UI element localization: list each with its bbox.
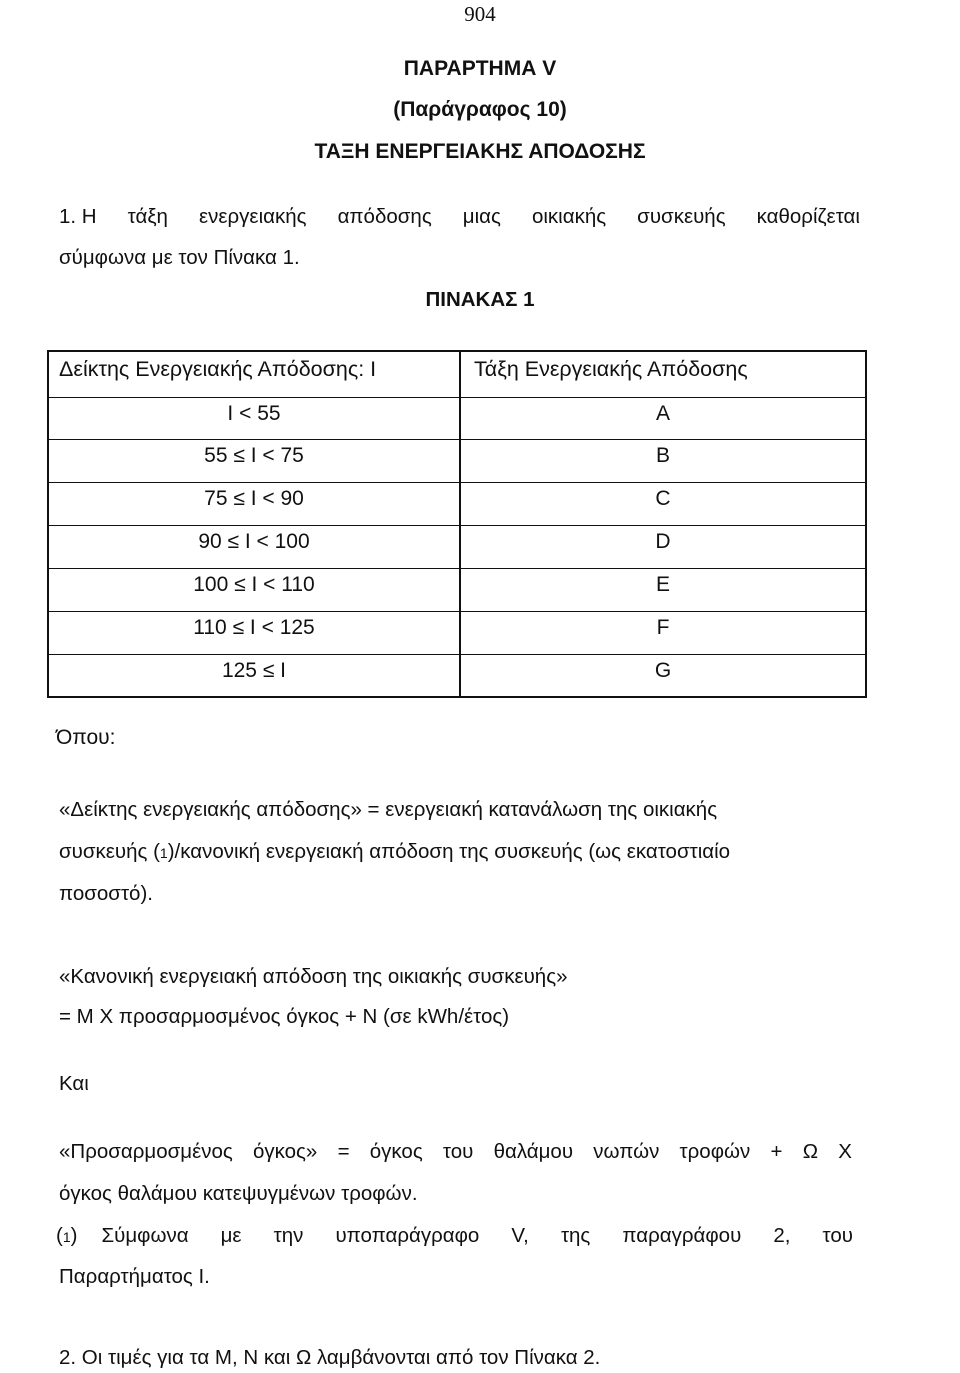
word: τάξη xyxy=(127,205,168,228)
header-energy-index: Δείκτης Ενεργειακής Απόδοσης: Ι xyxy=(59,357,377,381)
word: οικιακής xyxy=(531,205,607,228)
word: + xyxy=(770,1140,783,1163)
word: νωπών xyxy=(593,1140,660,1163)
word: όγκος xyxy=(369,1140,423,1163)
word: την xyxy=(273,1224,304,1247)
definition-line: ποσοστό). xyxy=(59,882,153,905)
paragraph-reference: (Παράγραφος 10) xyxy=(393,98,567,121)
word: καθορίζεται xyxy=(756,205,860,228)
word: συσκευής xyxy=(637,205,726,228)
index-range-cell: 90 ≤ Ι < 100 xyxy=(198,530,310,553)
index-range-cell: 75 ≤ Ι < 90 xyxy=(204,487,304,510)
word: με xyxy=(220,1224,242,1247)
row-divider xyxy=(49,611,865,612)
class-cell: D xyxy=(655,530,671,553)
definition-line: «Δείκτης ενεργειακής απόδοσης» = ενεργειακή κατανάλωση της οικιακής xyxy=(59,798,718,821)
index-range-cell: 55 ≤ Ι < 75 xyxy=(204,444,304,467)
word: θαλάμου xyxy=(493,1140,574,1163)
row-divider xyxy=(49,568,865,569)
word: της xyxy=(560,1224,591,1247)
index-range-cell: 100 ≤ Ι < 110 xyxy=(193,573,315,596)
word: παραγράφου xyxy=(622,1224,742,1247)
word: μιας xyxy=(462,205,501,228)
definition-line: = Μ Χ προσαρμοσμένος όγκος + Ν (σε kWh/έτος) xyxy=(59,1005,510,1028)
word: του xyxy=(442,1140,474,1163)
class-cell: A xyxy=(655,402,670,425)
word: 1. Η xyxy=(59,205,97,228)
row-divider xyxy=(49,482,865,483)
intro-text-line: σύμφωνα με τον Πίνακα 1. xyxy=(59,246,300,269)
definition-line: συσκευής (1)/κανονική ενεργειακή απόδοση της συσκευής (ως εκατοστιαίο xyxy=(59,840,731,863)
word: = xyxy=(337,1140,350,1163)
word: Σύμφωνα xyxy=(101,1224,189,1247)
where-label: Όπου: xyxy=(56,726,116,749)
footnote-line: Παραρτήματος Ι. xyxy=(59,1265,210,1288)
class-cell: F xyxy=(656,616,670,639)
word: V, xyxy=(511,1224,529,1247)
row-divider xyxy=(49,654,865,655)
section-subject: ΤΑΞΗ ΕΝΕΡΓΕΙΑΚΗΣ ΑΠΟΔΟΣΗΣ xyxy=(314,140,646,163)
footnote-marker: 1 xyxy=(62,1229,71,1245)
word: Χ xyxy=(838,1140,852,1163)
class-cell: C xyxy=(655,487,671,510)
word: όγκος» xyxy=(253,1140,318,1163)
and-label: Και xyxy=(59,1072,89,1095)
footnote-line: (1) Σύμφωνα με την υποπαράγραφο V, της παραγράφου 2, του xyxy=(56,1224,853,1247)
definition-line: «Κανονική ενεργειακή απόδοση της οικιακής συσκευής» xyxy=(59,965,568,988)
word: Ω xyxy=(802,1140,819,1163)
word: του xyxy=(822,1224,853,1247)
definition-line xyxy=(59,1140,852,1164)
index-range-cell: 110 ≤ Ι < 125 xyxy=(193,616,315,639)
row-divider xyxy=(49,439,865,440)
word: ενεργειακής xyxy=(198,205,307,228)
class-cell: G xyxy=(654,659,672,682)
word: υποπαράγραφο xyxy=(335,1224,480,1247)
point-two-text: 2. Οι τιμές για τα Μ, Ν και Ω λαμβάνονται από τον Πίνακα 2. xyxy=(59,1346,601,1369)
index-range-cell: 125 ≤ Ι xyxy=(221,659,287,682)
annex-title: ΠΑΡΑΡΤΗΜΑ V xyxy=(403,57,557,80)
page-number: 904 xyxy=(464,2,496,26)
index-range-cell: Ι < 55 xyxy=(227,402,281,425)
word: «Προσαρμοσμένος xyxy=(59,1140,233,1163)
footnote-reference: 1 xyxy=(159,845,168,861)
row-divider xyxy=(49,397,865,398)
class-cell: B xyxy=(655,444,670,467)
table-title: ΠΙΝΑΚΑΣ 1 xyxy=(425,288,535,311)
intro-text-line xyxy=(59,205,860,229)
energy-class-table xyxy=(47,350,867,698)
word: απόδοσης xyxy=(337,205,432,228)
word: 2, xyxy=(773,1224,791,1247)
class-cell: E xyxy=(655,573,670,596)
word: τροφών xyxy=(679,1140,751,1163)
row-divider xyxy=(49,525,865,526)
definition-line: όγκος θαλάμου κατεψυγμένων τροφών. xyxy=(59,1182,418,1205)
header-energy-class: Τάξη Ενεργειακής Απόδοσης xyxy=(474,357,748,381)
